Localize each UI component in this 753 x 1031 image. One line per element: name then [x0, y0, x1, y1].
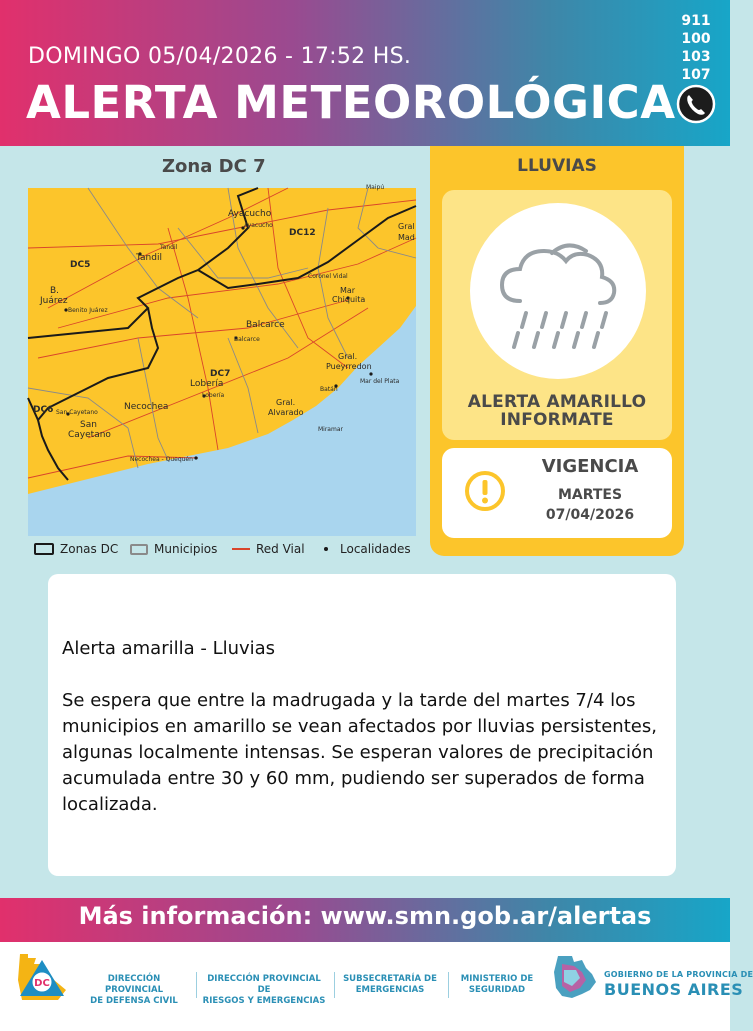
map-label-ayacucho-town: Ayacucho: [244, 222, 273, 229]
legend-label: Zonas DC: [60, 542, 119, 556]
map-label-coronel-vidal: Coronel Vidal: [308, 273, 348, 280]
map-label-balcarce-town: Balcarce: [234, 336, 260, 343]
map-label-gral-alvarado-1: Gral.: [276, 398, 296, 407]
legend-red-vial: [232, 542, 305, 556]
message-title: Alerta amarilla - Lluvias: [62, 638, 276, 659]
road-swatch: [232, 548, 250, 550]
map-label-dc6: DC6: [33, 405, 54, 415]
vigencia-title: VIGENCIA: [541, 456, 639, 477]
zone-border-swatch: [34, 543, 54, 555]
map-label-mar-del-plata: Mar del Plata: [360, 378, 400, 385]
org-line: RIESGOS Y EMERGENCIAS: [202, 996, 326, 1006]
divider: [448, 972, 449, 998]
map-label-loberia: Lobería: [190, 379, 224, 389]
map-label-dc12: DC12: [289, 228, 316, 238]
map-label-gral-pueyrredon-2: Pueyrredon: [326, 362, 372, 371]
vigencia-day: MARTES: [557, 487, 623, 503]
map-label-dc5: DC5: [70, 260, 91, 270]
message-body: Se espera que entre la madrugada y la tarde del martes 7/4 los municipios en amarillo se vean afectados por lluvias persistentes, algunas localmente intensas. Se esperan valores de precipitación acumulada entre 30 y 60 mm, pudiendo ser superados de forma localizada.: [62, 690, 657, 815]
org-line: SEGURIDAD: [468, 985, 526, 995]
phone-number[interactable]: 100: [681, 31, 711, 47]
map-label-loberia-town: Lobería: [202, 392, 225, 399]
map-label-batan: Batán: [320, 386, 338, 393]
legend-label: Municipios: [154, 542, 218, 556]
map-label-maipu: Maipú: [366, 184, 385, 191]
alert-advice: INFORMATE: [500, 410, 614, 430]
vigencia-date: 07/04/2026: [545, 507, 635, 523]
divider: [196, 972, 197, 998]
more-info-link[interactable]: Más información: www.smn.gob.ar/alertas: [78, 902, 652, 930]
org-line: DIRECCIÓN PROVINCIAL DE: [207, 974, 321, 995]
map-legend: [34, 542, 418, 560]
legend-label: Red Vial: [256, 542, 305, 556]
org-line: DIRECCIÓN PROVINCIAL: [104, 974, 164, 995]
phone-icon[interactable]: [676, 84, 716, 124]
map-label-gral: Gral: [398, 222, 415, 231]
org-line: MINISTERIO DE: [460, 974, 534, 984]
map-label-bjuarez: Juárez: [40, 296, 68, 306]
map-label-san-cayetano-town: San Cayetano: [56, 409, 98, 416]
divider: [334, 972, 335, 998]
map-label-mad: Mad: [398, 233, 415, 242]
gov-label: GOBIERNO DE LA PROVINCIA DE: [604, 970, 753, 979]
map-label-chiquita: Chiquita: [332, 295, 366, 304]
dc-logo-text: DC: [34, 978, 50, 989]
map-label-tandil: Tandil: [136, 253, 162, 263]
org-subsecretaria: [340, 974, 440, 996]
map-label-bjuarez-b: B.: [50, 286, 60, 296]
legend-municipios: [130, 542, 217, 556]
org-ministerio: [454, 974, 540, 996]
header-banner: [0, 0, 730, 146]
map-label-benito-juarez: Benito Juárez: [68, 307, 108, 314]
org-defensa-civil: [80, 974, 188, 1007]
municipio-border-swatch: [130, 544, 148, 555]
map-label-gral-pueyrredon-1: Gral.: [338, 352, 358, 361]
map-label-ayacucho: Ayacucho: [228, 209, 272, 219]
map-label-gral-alvarado-2: Alvarado: [268, 408, 304, 417]
map-label-necochea-quequen: Necochea - Quequén: [130, 456, 193, 463]
map-label-balcarce: Balcarce: [246, 320, 285, 330]
legend-zonas-dc: [34, 542, 118, 556]
map-label-san: San: [80, 420, 97, 430]
map-label-miramar: Miramar: [318, 426, 343, 433]
buenos-aires-province-logo: [552, 952, 598, 1000]
phone-number[interactable]: 911: [681, 13, 711, 29]
org-line: DE DEFENSA CIVIL: [90, 996, 178, 1006]
alert-datetime: DOMINGO 05/04/2026 - 17:52 HS.: [28, 44, 412, 69]
org-riesgos-emergencias: [202, 974, 326, 1007]
page-title: ALERTA METEOROLÓGICA: [26, 76, 676, 129]
rain-cloud-icon: [490, 223, 626, 359]
zone-title: Zona DC 7: [162, 156, 266, 177]
org-line: SUBSECRETARÍA DE: [343, 974, 437, 984]
gov-province-name: BUENOS AIRES: [604, 980, 744, 999]
org-line: EMERGENCIAS: [355, 985, 425, 995]
map-label-dc7: DC7: [210, 369, 231, 379]
legend-label: Localidades: [340, 542, 411, 556]
map-label-tandil-town: Tandil: [160, 244, 178, 251]
alert-level: ALERTA AMARILLO: [467, 392, 647, 412]
map-label-necochea: Necochea: [124, 402, 169, 412]
phone-number[interactable]: 107: [681, 67, 711, 83]
emergency-phones: [672, 12, 720, 84]
defensa-civil-logo: [14, 950, 70, 1002]
map-label-cayetano: Cayetano: [68, 430, 111, 440]
locality-dot-icon: [324, 547, 328, 551]
map-label-mar: Mar: [340, 286, 356, 295]
phone-number[interactable]: 103: [681, 49, 711, 65]
hazard-title: LLUVIAS: [517, 156, 597, 176]
legend-localidades: [324, 542, 411, 556]
